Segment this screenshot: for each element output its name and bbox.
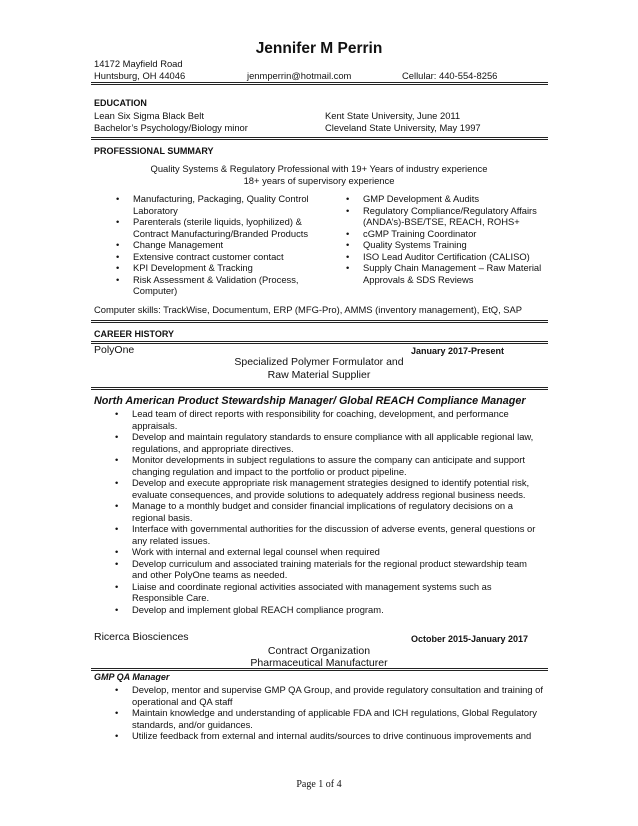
address-street: 14172 Mayfield Road <box>94 58 183 69</box>
bullet-icon: • <box>115 580 119 592</box>
bullet-text: Manufacturing, Packaging, Quality Control <box>133 193 309 204</box>
summary-list-right <box>346 193 563 285</box>
bullet-text: Computer) <box>133 285 178 296</box>
bullet-text: Develop and maintain regulatory standards to ensure compliance with all applicable regional law, <box>132 431 534 442</box>
bullet-item <box>115 454 547 477</box>
bullet-item <box>115 431 547 454</box>
bullet-text: Monitor developments in subject regulations to assure the company can anticipate and support <box>132 454 525 465</box>
bullet-text: regional basis. <box>132 511 193 523</box>
summary-line: 18+ years of supervisory experience <box>243 175 395 186</box>
bullet-item <box>115 557 547 581</box>
bullet-text: cGMP Training Coordinator <box>363 227 477 239</box>
bullet-text: KPI Development & Tracking <box>133 262 253 273</box>
bullet-icon: • <box>346 193 350 204</box>
bullet-icon: • <box>115 408 119 419</box>
bullet-text: Develop and execute appropriate risk management strategies designed to identify potential risk, <box>132 477 530 488</box>
bullet-item <box>115 523 547 546</box>
bullet-item <box>115 500 547 523</box>
bullet-text: regulations, and appropriate directives. <box>132 442 294 454</box>
bullet-item <box>115 580 547 604</box>
company-name: PolyOne <box>94 344 135 356</box>
job-dates: October 2015-January 2017 <box>411 634 529 644</box>
bullet-text: ISO Lead Auditor Certification (CALISO) <box>363 250 530 262</box>
bullet-text: Maintain knowledge and understanding of applicable FDA and ICH regulations, Global Regulatory <box>132 707 537 718</box>
bullet-item <box>116 239 338 251</box>
bullet-icon: • <box>115 523 119 534</box>
bullet-text: Risk Assessment & Validation (Process, <box>133 273 299 285</box>
bullet-text: Laboratory <box>133 204 178 216</box>
job-dates: January 2017-Present <box>411 346 505 356</box>
candidate-name: Jennifer M Perrin <box>255 40 383 57</box>
bullet-text: any related issues. <box>132 534 211 546</box>
bullet-icon: • <box>115 707 119 718</box>
bullet-item <box>116 262 338 274</box>
bullet-text: Change Management <box>133 239 224 250</box>
bullet-text: Manage to a monthly budget and consider financial implications of regulatory decisions on a <box>132 500 513 511</box>
bullet-text: Supply Chain Management – Raw Material <box>363 262 542 273</box>
page-number: Page 1 of 4 <box>296 779 342 790</box>
bullet-icon: • <box>115 684 119 695</box>
divider <box>91 137 548 140</box>
bullet-icon: • <box>346 227 350 239</box>
bullet-item <box>346 262 563 285</box>
company-description: Pharmaceutical Manufacturer <box>250 657 388 669</box>
bullet-icon: • <box>115 557 119 569</box>
bullet-text: Approvals & SDS Reviews <box>363 273 474 285</box>
bullet-icon: • <box>346 204 350 216</box>
bullet-icon: • <box>115 477 119 488</box>
bullet-text: Develop and implement global REACH compliance program. <box>132 603 384 615</box>
bullet-item <box>116 250 338 263</box>
summary-list-left <box>116 193 338 297</box>
company-description: Contract Organization <box>267 645 371 657</box>
bullet-text: Work with internal and external legal counsel when required <box>132 546 380 557</box>
bullet-item <box>116 193 338 216</box>
company-description: Specialized Polymer Formulator and <box>234 356 404 368</box>
bullet-icon: • <box>116 273 120 285</box>
bullet-icon: • <box>346 250 350 262</box>
bullet-item <box>346 250 563 263</box>
bullet-icon: • <box>115 431 119 442</box>
bullet-text: Parenterals (sterile liquids, lyophilized) & <box>133 216 302 227</box>
bullet-item <box>115 684 547 707</box>
bullet-item <box>116 216 338 239</box>
summary-line: Quality Systems & Regulatory Professional with 19+ Years of industry experience <box>150 163 488 174</box>
bullet-text: appraisals. <box>132 419 178 431</box>
bullet-item <box>115 603 547 616</box>
bullet-icon: • <box>116 250 120 262</box>
bullet-icon: • <box>115 546 119 557</box>
bullet-text: and other PolyOne teams as needed. <box>132 569 288 580</box>
email-address: jenmperrin@hotmail.com <box>247 70 352 81</box>
bullet-item <box>346 239 563 251</box>
bullet-icon: • <box>346 239 350 250</box>
divider <box>91 387 548 390</box>
bullet-item <box>115 707 547 730</box>
bullet-item <box>115 477 547 500</box>
bullet-icon: • <box>116 262 120 273</box>
education-school: Kent State University, June 2011 <box>325 110 461 121</box>
bullet-text: (ANDA’s)-BSE/TSE, REACH, ROHS+ <box>363 216 520 227</box>
job-responsibilities <box>115 684 547 742</box>
bullet-icon: • <box>116 216 120 227</box>
bullet-text: Contract Manufacturing/Branded Products <box>133 227 309 239</box>
job-title: North American Product Stewardship Manager/ Global REACH Compliance Manager <box>94 395 526 407</box>
bullet-text: evaluate consequences, and provide solutions to adequately address regional business needs. <box>132 488 526 500</box>
bullet-icon: • <box>346 262 350 273</box>
career-heading: CAREER HISTORY <box>94 329 175 339</box>
job-title: GMP QA Manager <box>94 672 170 682</box>
bullet-icon: • <box>116 239 120 250</box>
bullet-icon: • <box>116 193 120 204</box>
bullet-text: standards, and/or guidances. <box>132 718 253 730</box>
bullet-icon: • <box>115 500 119 511</box>
bullet-text: Quality Systems Training <box>363 239 467 250</box>
divider <box>91 82 548 85</box>
company-name: Ricerca Biosciences <box>94 631 189 643</box>
bullet-text: operational and QA staff <box>132 695 233 707</box>
bullet-text: Interface with governmental authorities for the discussion of adverse events, general questions or <box>132 523 536 534</box>
education-degree: Lean Six Sigma Black Belt <box>94 110 204 121</box>
bullet-item <box>115 546 547 558</box>
computer-skills: Computer skills: TrackWise, Documentum, ERP (MFG-Pro), AMMS (inventory management), EtQ, SAP <box>94 304 523 315</box>
bullet-text: Extensive contract customer contact <box>133 250 284 262</box>
bullet-text: Develop curriculum and associated training materials for the regional product stewardship team <box>132 557 527 569</box>
bullet-icon: • <box>115 603 119 615</box>
summary-heading: PROFESSIONAL SUMMARY <box>94 146 214 156</box>
education-degree: Bachelor’s Psychology/Biology minor <box>94 122 248 133</box>
phone-number: Cellular: 440-554-8256 <box>402 70 498 81</box>
bullet-item <box>346 204 563 228</box>
divider <box>91 320 548 323</box>
divider <box>91 341 548 344</box>
education-heading: EDUCATION <box>94 98 147 108</box>
bullet-text: Develop, mentor and supervise GMP QA Group, and provide regulatory consultation and training of <box>132 684 543 695</box>
bullet-text: Liaise and coordinate regional activities associated with management systems such as <box>132 580 492 592</box>
bullet-icon: • <box>115 454 119 465</box>
bullet-text: GMP Development & Audits <box>363 193 480 204</box>
bullet-text: Regulatory Compliance/Regulatory Affairs <box>363 204 537 216</box>
bullet-text: Responsible Care. <box>132 592 210 603</box>
bullet-item <box>115 730 547 742</box>
divider <box>91 668 548 671</box>
bullet-item <box>116 273 338 297</box>
bullet-item <box>346 227 563 240</box>
bullet-item <box>346 193 563 205</box>
company-description: Raw Material Supplier <box>267 369 371 381</box>
address-city: Huntsburg, OH 44046 <box>94 70 186 81</box>
bullet-text: changing regulation and impact to the portfolio or product pipeline. <box>132 465 407 477</box>
bullet-item <box>115 408 547 431</box>
bullet-text: Utilize feedback from external and internal audits/sources to drive continuous improvements and <box>132 730 532 741</box>
job-responsibilities <box>115 408 547 615</box>
bullet-icon: • <box>115 730 119 741</box>
bullet-text: Lead team of direct reports with responsibility for coaching, development, and performance <box>132 408 509 419</box>
education-school: Cleveland State University, May 1997 <box>325 122 481 133</box>
